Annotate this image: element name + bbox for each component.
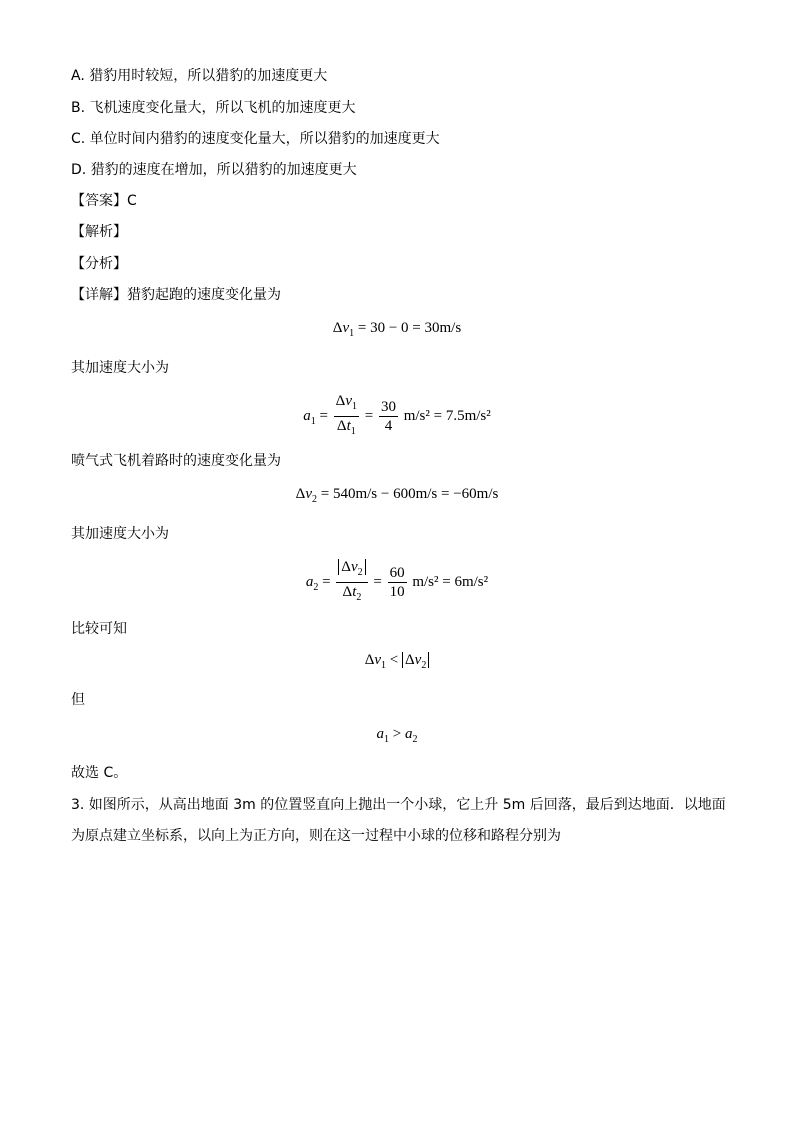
text-compare: 比较可知 (71, 621, 127, 637)
question-3-line-2: 为原点建立坐标系，以向上为正方向，则在这一过程中小球的位移和路程分别为 (71, 828, 561, 844)
equation-delta-v2: $\Delta v_2 = 540m/s - 600m/s = -60m/s$ (295, 486, 499, 505)
fenxi-label: 【分析】 (71, 256, 127, 272)
option-d: D. 猎豹的速度在增加，所以猎豹的加速度更大 (71, 162, 357, 178)
text-but: 但 (71, 692, 85, 708)
text-jet: 喷气式飞机着路时的速度变化量为 (71, 453, 281, 469)
option-b: B. 飞机速度变化量大，所以飞机的加速度更大 (71, 100, 356, 116)
analysis-label: 【解析】 (71, 224, 127, 240)
text-acc1: 其加速度大小为 (71, 360, 169, 376)
equation-compare-a: $a_1 > a_2$ (376, 726, 418, 745)
option-a: A. 猎豹用时较短，所以猎豹的加速度更大 (71, 68, 328, 84)
equation-a1: $a_1$ = $\frac{\Delta v_1}{\Delta t_1}$ = $\frac{30}{4}$ m/s² = 7.5m/s² (303, 393, 491, 437)
equation-compare-dv: $\Delta v_1 < \Delta v_2$ (0, 652, 794, 671)
text-acc2: 其加速度大小为 (71, 526, 169, 542)
detail-label: 【详解】猎豹起跑的速度变化量为 (71, 287, 281, 303)
answer-label: 【答案】C (71, 193, 137, 209)
text-choose: 故选 C。 (71, 765, 128, 781)
question-3-line-1: 3. 如图所示，从高出地面 3m 的位置竖直向上抛出一个小球，它上升 5m 后回落，最后到达地面．以地面 (71, 797, 726, 813)
equation-delta-v1: $\Delta v_1 = 30 - 0 = 30m/s$ (332, 320, 462, 339)
equation-a2: $a_2$ = $\frac{\Delta v_2}{\Delta t_2}$ = $\frac{60}{10}$ m/s² = 6m/s² (305, 559, 489, 603)
option-c: C. 单位时间内猎豹的速度变化量大，所以猎豹的加速度更大 (71, 131, 440, 147)
